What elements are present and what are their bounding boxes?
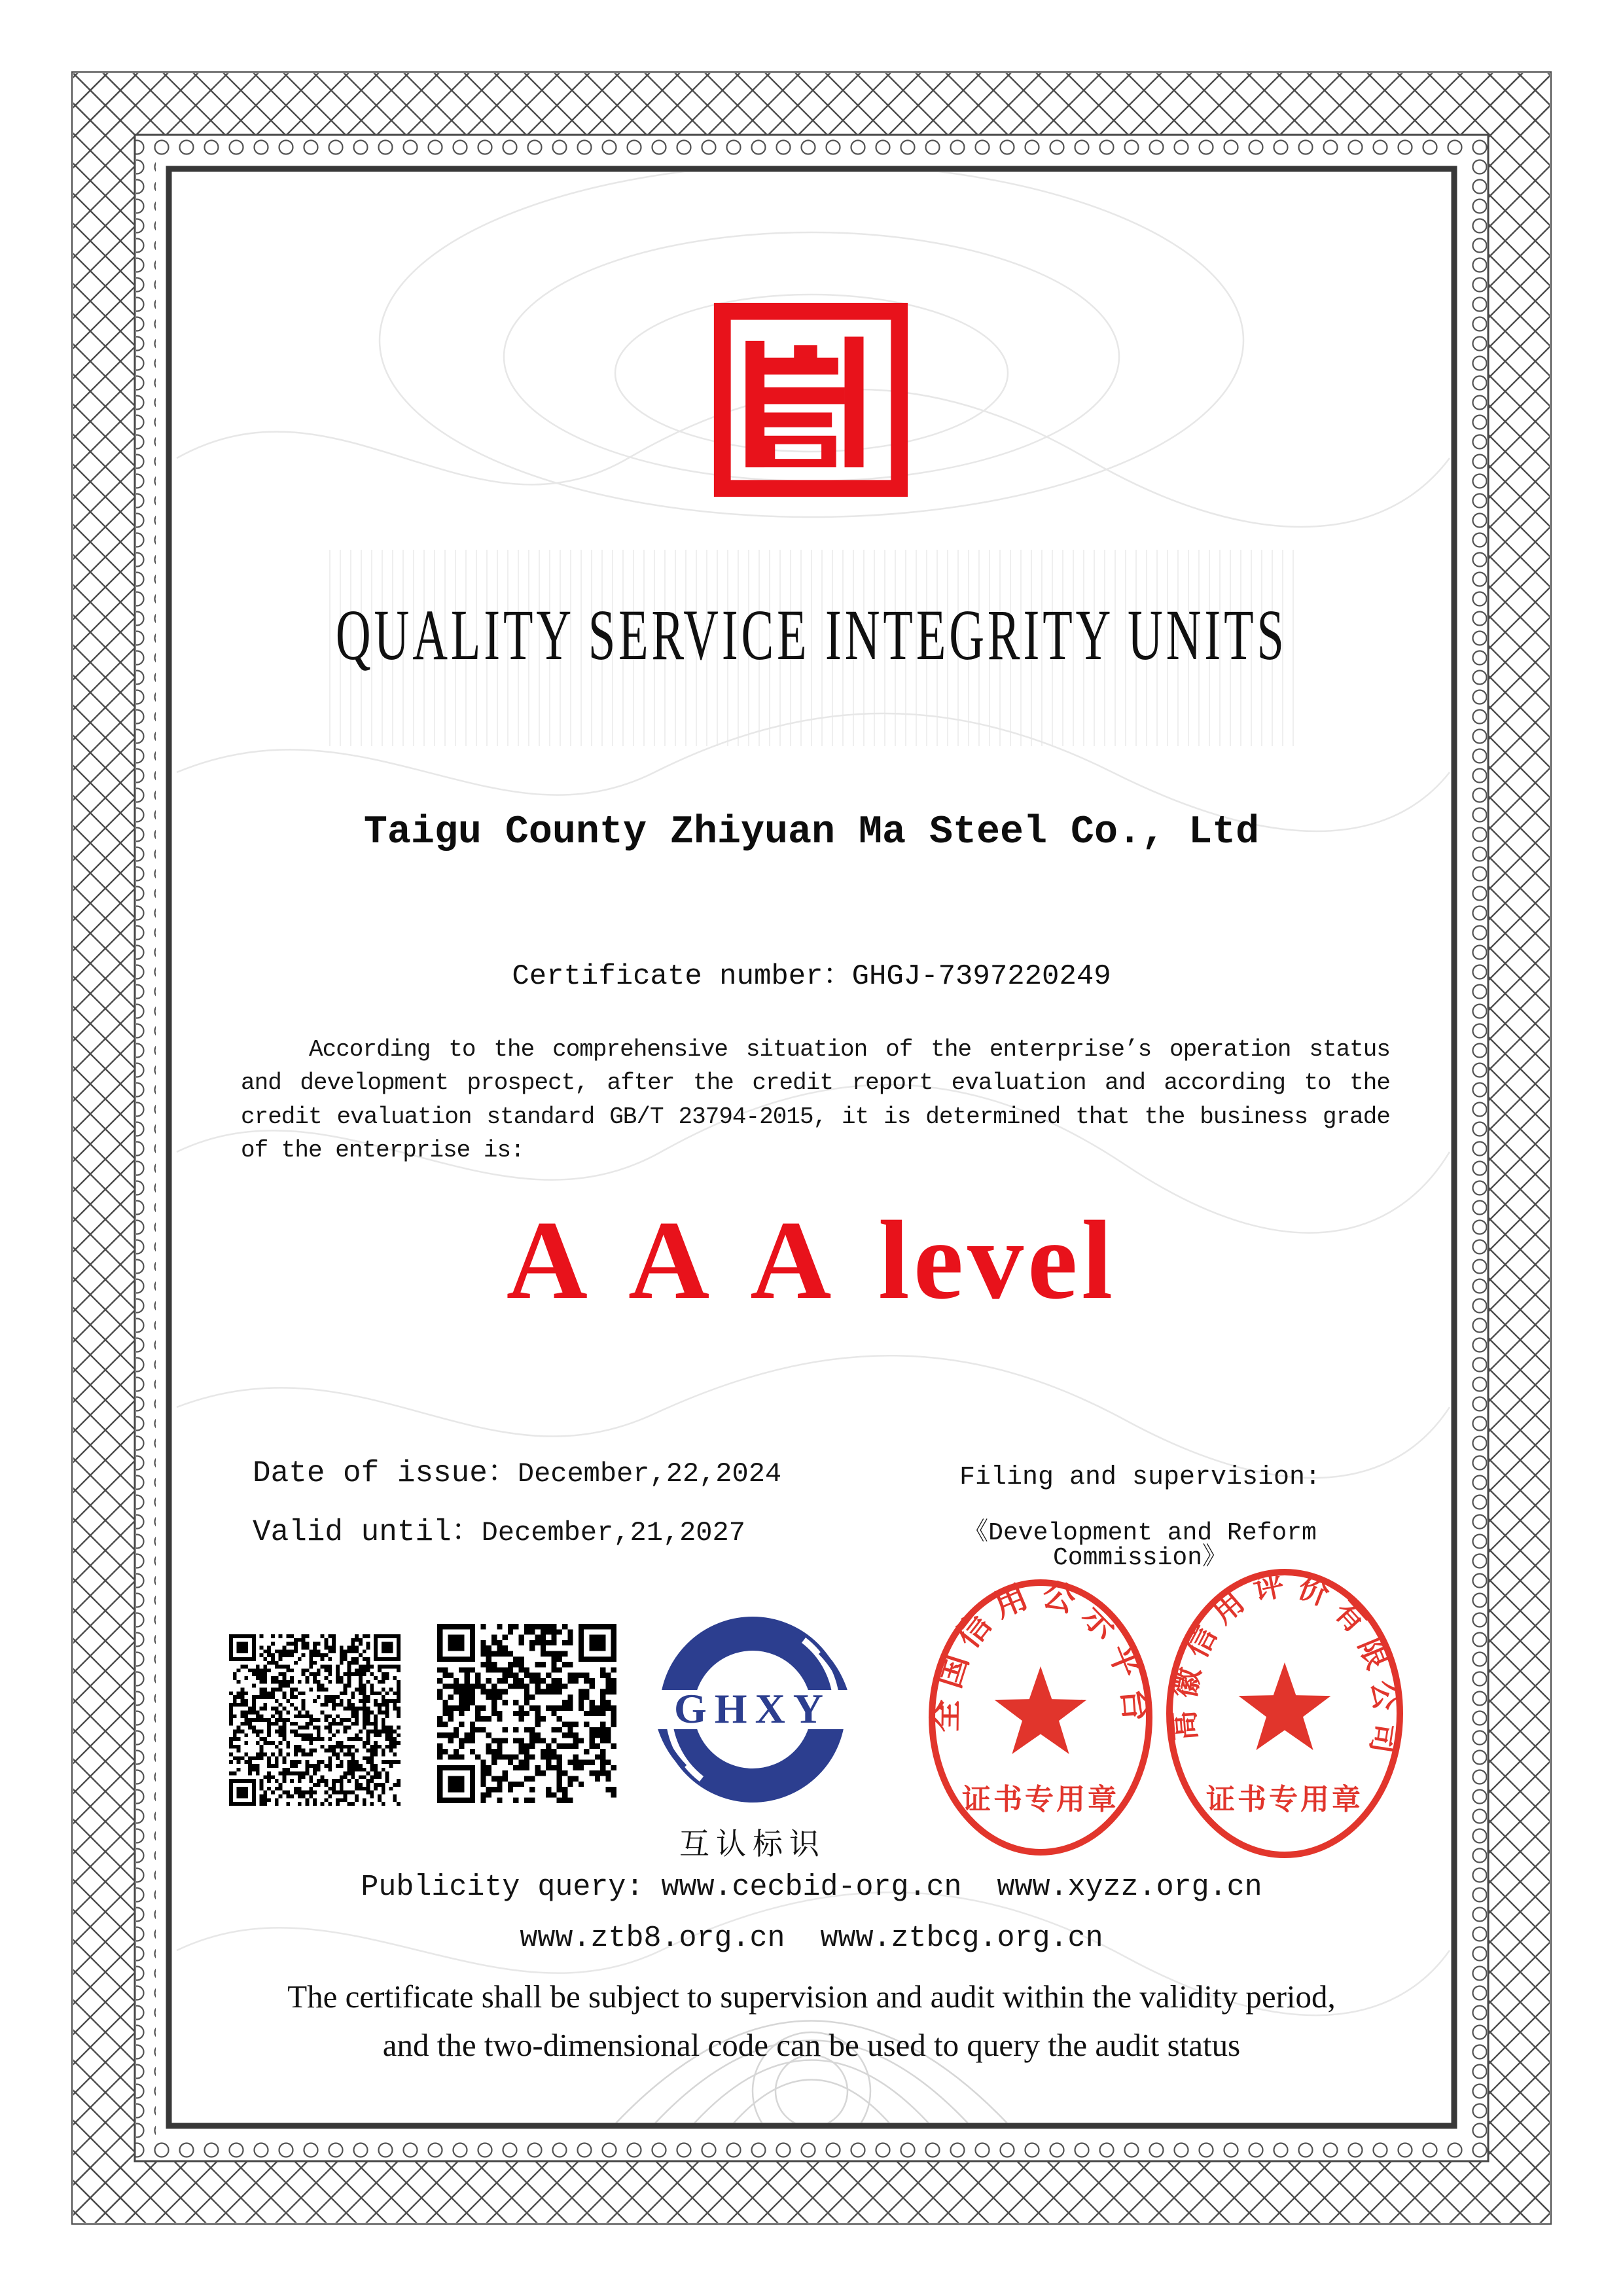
stamp-national-credit-platform [925,1576,1156,1859]
stamp1-bottom-text: 证书专用章 [962,1784,1119,1816]
filing-value: 《Development and Reform Commission》 [963,1519,1317,1572]
date-of-issue-value: December,22,2024 [517,1458,782,1490]
page-title [0,595,1623,675]
publicity-query-line: Publicity query: www.cecbid-org.cn www.xyzz.org.cn [361,1871,1262,1904]
publicity-urls-line: www.ztb8.org.cn www.ztbcg.org.cn [520,1922,1103,1955]
xin-character-seal-icon [705,295,916,505]
grade-text: A A A level [506,1198,1117,1323]
certificate-number-line [0,950,1623,993]
valid-until-row [253,1517,781,1547]
qr-code-left [229,1634,401,1806]
filing-label: Filing and supervision: [959,1463,1321,1492]
title-text: QUALITY SERVICE INTEGRITY UNITS [335,595,1287,675]
filing-block [885,1465,1395,1571]
footer-line-1: The certificate shall be subject to supervision and audit within the validity period, [287,1979,1336,2015]
credit-seal-logo [705,295,916,505]
stamp2-bottom-text: 证书专用章 [1206,1784,1363,1816]
qr-code-right [437,1624,616,1803]
date-of-issue-row [253,1458,781,1488]
ghxy-brand-text: GHXY [674,1685,831,1732]
stamp1-arc-text: 全国信用公示平台 [927,1576,1155,1732]
footer-line-2: and the two-dimensional code can be used to query the audit status [382,2027,1241,2063]
stamp-credit-evaluation-company [1160,1566,1410,1861]
stamp2-arc-text: 高徽信用评价有限公司 [1166,1567,1403,1756]
certificate-number-value: GHGJ-7397220249 [851,960,1111,993]
mutual-mark-caption: 互认标识 [679,1827,826,1861]
date-of-issue-label: Date of issue： [253,1456,518,1490]
ghxy-logo-icon [645,1611,860,1808]
company-name: Taigu County Zhiyuan Ma Steel Co., Ltd [363,810,1260,855]
mutual-recognition-mark [645,1611,860,1863]
dates-block [253,1458,781,1576]
valid-until-value: December,21,2027 [481,1517,745,1549]
certificate-number-label: Certificate number： [512,960,852,993]
valid-until-label: Valid until： [253,1515,482,1549]
evaluation-paragraph: According to the comprehensive situation of the enterprise’s operation status and development prospect, after the credit report evaluation and according to the credit evaluation standard GB/T 23794-2015, it is determined that the business grade of the enterprise is: [241,1036,1390,1164]
stamp-star-icon [995,1666,1087,1754]
stamp-star-icon [1239,1662,1331,1750]
